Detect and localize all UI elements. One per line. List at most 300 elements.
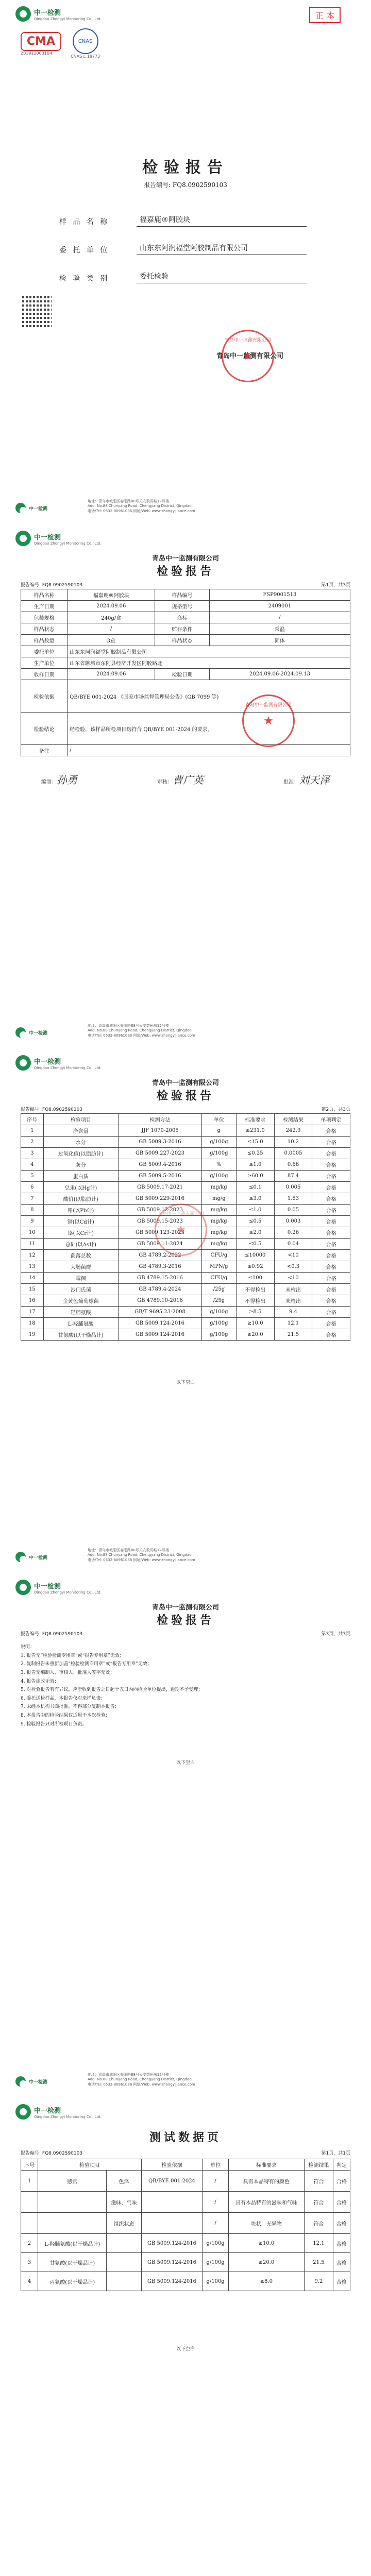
table-cell: % [201, 1159, 236, 1171]
signature-author: 孙勇 [57, 774, 77, 786]
table-cell: 0.005 [274, 1182, 312, 1193]
table-cell: 备注 [21, 745, 68, 756]
table-cell: 3 [21, 1148, 44, 1159]
table-cell: 合格 [312, 1284, 350, 1295]
table-cell: g/100g [201, 1318, 236, 1329]
table-cell: GB 5009.12-2023 [119, 1205, 202, 1216]
table-cell: 合格 [312, 1261, 350, 1273]
column-header: 检验项目 [38, 2159, 142, 2171]
certifications [21, 28, 100, 59]
table-cell: 合格 [312, 1239, 350, 1250]
company-logo: 中一检测 Qingdao Zhongyi Monitoring Co., Ltd. [15, 531, 102, 546]
column-header: 单位 [201, 1114, 236, 1125]
table-cell: g/100g [201, 1307, 236, 1318]
footer-address: 地址：青岛市城阳区春阳路88号天安数码城12号楼 Add: No.88 Chunyang Road, Chengyang District, Qingdao 电话/Tel: 0532-80961086 网址/Web: www.zhongyijiance.com [88, 499, 195, 514]
table-cell: 0.0005 [274, 1148, 312, 1159]
company-seal: ★ 青岛中一监测有限公司 [155, 1204, 207, 1256]
table-cell: CFU/g [201, 1273, 236, 1284]
table-cell: 包装规格 [21, 612, 68, 623]
table-cell: 1.53 [274, 1193, 312, 1205]
table-cell: MPN/g [201, 1261, 236, 1273]
table-cell: 检验结论 [21, 713, 68, 745]
table-cell: 生产日期 [21, 601, 68, 612]
table-cell: GB 5009.5-2016 [119, 1171, 202, 1182]
logo-icon [15, 1580, 31, 1595]
table-cell: ≤2.0 [236, 1227, 274, 1239]
table-cell: L-羟脯氨酸(以干燥品计) [38, 2234, 107, 2253]
table-cell: 合格 [333, 2272, 350, 2291]
table-cell: g/100g [203, 2234, 228, 2253]
cover-row-type: 检 验 类 别 委托检验 [59, 268, 307, 283]
table-cell: 样品名称 [21, 589, 68, 601]
table-cell: 甘氨酸(以干燥品计) [38, 2253, 107, 2272]
note-line: 5. 对检验报告若有异议，应于收到报告之日起十五日内向检验单位提出，逾期不予受理； [21, 1687, 203, 1693]
table-cell: 块状，无异物 [228, 2213, 304, 2234]
cma-cert-no: 201912003104 [21, 50, 53, 56]
table-cell: GB 5009.124-2016 [141, 2253, 203, 2272]
table-cell: 12.1 [304, 2234, 333, 2253]
report-number: 报告编号: FQ8.0902590103 [144, 181, 227, 189]
table-cell: GB/T 9695.23-2008 [119, 1307, 202, 1318]
table-cell [38, 2192, 107, 2213]
table-cell: 242.9 [274, 1125, 312, 1137]
footer-logo: 中一检测 [15, 503, 47, 513]
note-line: 8. 本报告中的检验结果仅适用于本次检验； [21, 1713, 110, 1719]
table-cell: 未检出 [274, 1284, 312, 1295]
table-row [21, 2272, 350, 2291]
table-cell: 合格 [312, 1137, 350, 1148]
table-cell: 样品编号 [155, 589, 210, 601]
table-cell: 5 [21, 1171, 44, 1182]
company-seal: ★ 青岛中一监测有限公司 [222, 330, 274, 382]
table-cell: 金黄色葡萄球菌 [43, 1295, 118, 1307]
note-line: 1. 报告无“检验检测专用章”或“报告专用章”无效； [21, 1653, 124, 1658]
table-cell: 总砷(以As计) [43, 1239, 118, 1250]
table-row [21, 745, 350, 756]
table-cell: ≥8.0 [228, 2272, 304, 2291]
footer-logo: 中一检测 [15, 1027, 47, 1038]
table-cell: g/100g [203, 2253, 228, 2272]
issuer-name: 青岛中一监测有限公司 [216, 352, 284, 360]
table-cell: mg/kg [201, 1239, 236, 1250]
table-cell: 收样日期 [21, 669, 68, 680]
table-cell [21, 2192, 38, 2213]
table-cell: 4 [21, 1159, 44, 1171]
table-cell: 羟脯氨酸 [43, 1307, 118, 1318]
table-cell: GB 5009.3-2016 [119, 1137, 202, 1148]
table-cell: ≥231.0 [236, 1125, 274, 1137]
table-cell: 合格 [333, 2234, 350, 2253]
table-cell: 12.1 [274, 1318, 312, 1329]
test-data-table [21, 2159, 350, 2291]
signature-reviewer: 曹广英 [173, 774, 204, 786]
note-line: 6. 委托送检样品，本报告仅对来样负责； [21, 1696, 106, 1701]
table-cell: 18 [21, 1318, 44, 1329]
table-cell: g/100g [201, 1171, 236, 1182]
column-header: 序号 [21, 2159, 38, 2171]
table-cell: QB/BYE 001-2024 《国家市场监督管理局公告》(GB 7099 等) [68, 680, 350, 713]
table-cell: 12 [21, 1250, 44, 1261]
table-cell: 0.05 [274, 1205, 312, 1216]
table-cell: / [209, 612, 350, 623]
table-cell: 11 [21, 1239, 44, 1250]
table-row [21, 1148, 350, 1159]
table-cell: / [68, 745, 350, 756]
table-row [21, 669, 350, 680]
company-logo: 中一检测 Qingdao Zhongyi Monitoring Co., Ltd. [15, 2104, 102, 2120]
table-cell: 感官 [38, 2171, 107, 2192]
table-cell: GB 5009.124-2016 [119, 1318, 202, 1329]
note-line: 3. 报告无编制人、审核人、批准人签字无效； [21, 1670, 115, 1675]
logo-sub: Qingdao Zhongyi Monitoring Co., Ltd. [34, 16, 102, 21]
table-cell: 17 [21, 1307, 44, 1318]
table-row [21, 623, 350, 635]
end-marker: 以下空白 [176, 1380, 195, 1385]
table-cell: 10.2 [274, 1137, 312, 1148]
column-header: 单项判定 [312, 1114, 350, 1125]
table-cell: 合格 [333, 2171, 350, 2192]
table-row [21, 1182, 350, 1193]
table-cell: 具有本品特有的颜色 [228, 2171, 304, 2192]
note-line: 说明： [21, 1645, 35, 1650]
table-row [21, 657, 350, 669]
table-cell: ≤3.0 [236, 1193, 274, 1205]
table-cell: <10 [274, 1250, 312, 1261]
table-row [21, 2192, 350, 2213]
table-cell: 合格 [312, 1307, 350, 1318]
table-row [21, 2213, 350, 2234]
table-cell: 贮存条件 [155, 623, 210, 635]
table-cell: 7 [21, 1193, 44, 1205]
table-cell: GB 4789.15-2016 [119, 1273, 202, 1284]
table-cell: FSP9001513 [209, 589, 350, 601]
table-cell: 21.5 [304, 2253, 333, 2272]
table-cell: GB 5009.17-2021 [119, 1182, 202, 1193]
column-header: 检测方法 [119, 1114, 202, 1125]
table-row [21, 2171, 350, 2192]
logo-icon [15, 6, 31, 22]
table-cell: ≤1.0 [236, 1159, 274, 1171]
note-line: 9. 检验报告只对所检项目负责。 [21, 1721, 87, 1727]
table-cell [107, 2253, 141, 2272]
table-row [21, 1295, 350, 1307]
table-cell: 合格 [312, 1216, 350, 1227]
table-cell [141, 2192, 203, 2213]
table-cell: 符合 [304, 2213, 333, 2234]
table-cell: 样品状态 [155, 635, 210, 646]
table-cell: 合格 [312, 1205, 350, 1216]
table-row [21, 1318, 350, 1329]
table-row [21, 680, 350, 713]
table-cell: 0.66 [274, 1159, 312, 1171]
cover-row-client: 委 托 单 位 山东东阿润福堂阿胶制品有限公司 [59, 240, 307, 255]
cnas-cert-no: CNAS L 18773 [71, 54, 100, 59]
page-header: 青岛中一监测有限公司 检验报告 [151, 1604, 219, 1627]
page-header: 青岛中一监测有限公司 检验报告 [151, 555, 219, 578]
table-row [21, 589, 350, 601]
table-cell: 酸价(以脂肪计) [43, 1193, 118, 1205]
table-cell: 2 [21, 2234, 38, 2253]
page-meta: 报告编号: FQ8.0902590103 第1页，共1页 [21, 2151, 350, 2156]
table-cell: g/100g [201, 1148, 236, 1159]
table-cell: ≥60.0 [236, 1171, 274, 1182]
table-cell: GB 5009.123-2023 [119, 1227, 202, 1239]
table-cell: 3 [21, 2253, 38, 2272]
table-cell: GB 5009.15-2023 [119, 1216, 202, 1227]
logo-icon [15, 1027, 26, 1038]
column-header: 检验项目 [43, 1114, 118, 1125]
table-cell: 蛋白质 [43, 1171, 118, 1182]
column-header: 检测结果 [304, 2159, 333, 2171]
table-cell: 过氧化值(以脂肪计) [43, 1148, 118, 1159]
table-cell: 19 [21, 1329, 44, 1341]
table-cell: ≤0.92 [236, 1261, 274, 1273]
report-title: 检验报告 [142, 159, 229, 177]
table-cell: mg/kg [201, 1227, 236, 1239]
table-cell: <10 [274, 1273, 312, 1284]
results-page [0, 1049, 371, 1573]
table-cell: 样品数量 [21, 635, 68, 646]
logo-icon [15, 2076, 26, 2087]
table-cell: 15 [21, 1284, 44, 1295]
table-cell: 2024.09.06-2024.09.13 [209, 669, 350, 680]
company-logo [15, 6, 102, 22]
table-cell: /25g [201, 1284, 236, 1295]
signature-approver: 刘天泽 [299, 774, 330, 786]
column-header: 判定 [333, 2159, 350, 2171]
table-row [21, 1137, 350, 1148]
table-cell: ≤100 [236, 1273, 274, 1284]
footer-address: 地址：青岛市城阳区春阳路88号天安数码城12号楼 Add: No.88 Chunyang Road, Chengyang District, Qingdao 电话/Tel: 0532-80961086 网址/Web: www.zhongyijiance.com [88, 2072, 195, 2087]
table-cell: 检验依据 [21, 680, 68, 713]
table-cell: 2024.09.06 [68, 669, 155, 680]
table-row [21, 1125, 350, 1137]
table-cell: 沙门氏菌 [43, 1284, 118, 1295]
table-cell: GB 5009.124-2016 [141, 2272, 203, 2291]
table-cell: 2 [21, 1137, 44, 1148]
end-marker: 以下空白 [176, 2347, 195, 2352]
table-cell: 符合 [304, 2192, 333, 2213]
table-cell: 合格 [312, 1148, 350, 1159]
table-row [21, 1261, 350, 1273]
table-cell: g/100g [201, 1137, 236, 1148]
table-row [21, 1159, 350, 1171]
table-cell: CFU/g [201, 1250, 236, 1261]
table-cell: ≤0.1 [236, 1182, 274, 1193]
table-cell: mg/kg [201, 1205, 236, 1216]
table-cell: ≤0.5 [236, 1216, 274, 1227]
table-cell: 合格 [312, 1171, 350, 1182]
table-cell: 净含量 [43, 1125, 118, 1137]
table-cell: 13 [21, 1261, 44, 1273]
logo-icon [15, 1552, 26, 1562]
table-cell: ≥20.0 [236, 1329, 274, 1341]
table-cell: ≤10000 [236, 1250, 274, 1261]
logo-icon [15, 503, 26, 513]
notes-list [21, 1643, 350, 1728]
table-cell: 2024.09.06 [68, 601, 155, 612]
cover-page [0, 0, 371, 524]
table-cell: 合格 [333, 2213, 350, 2234]
table-cell: 商标 [155, 612, 210, 623]
table-row [21, 2253, 350, 2272]
table-cell: 3盒 [68, 635, 155, 646]
table-cell: 合格 [312, 1193, 350, 1205]
table-cell [107, 2234, 141, 2253]
page-header: 青岛中一监测有限公司 检验报告 [151, 1079, 219, 1103]
table-cell: 87.4 [274, 1171, 312, 1182]
table-cell: 21.5 [274, 1329, 312, 1341]
table-cell: 色泽 [107, 2171, 141, 2192]
table-cell: GB 4789.2-2022 [119, 1250, 202, 1261]
table-cell: 检验日期 [155, 669, 210, 680]
table-cell: 合格 [312, 1329, 350, 1341]
table-cell: 霉菌 [43, 1273, 118, 1284]
logo-icon [15, 531, 31, 546]
table-cell: 10 [21, 1227, 44, 1239]
logo-name: 中一检测 [34, 9, 61, 17]
table-row [21, 1171, 350, 1182]
table-cell: mg/g [201, 1193, 236, 1205]
table-cell: ≥10.0 [236, 1318, 274, 1329]
table-cell: 1 [21, 1125, 44, 1137]
table-row [21, 1307, 350, 1318]
table-row [21, 1193, 350, 1205]
table-cell: 规格型号 [155, 601, 210, 612]
logo-icon [15, 1055, 31, 1071]
table-cell: 经检验，该样品所检项目均符合 QB/BYE 001-2024 的要求。 [68, 713, 350, 745]
table-cell: 生产单位 [21, 657, 68, 669]
table-cell: mg/kg [201, 1182, 236, 1193]
table-cell: ≤0.25 [236, 1148, 274, 1159]
original-stamp: 正 本 [309, 7, 341, 23]
table-cell: 委托单位 [21, 646, 68, 657]
table-cell: 240g/盒 [68, 612, 155, 623]
table-cell: 灰分 [43, 1159, 118, 1171]
company-logo: 中一检测 Qingdao Zhongyi Monitoring Co., Ltd. [15, 1055, 102, 1071]
table-cell: g/100g [203, 2272, 228, 2291]
table-cell: g/100g [201, 1329, 236, 1341]
table-cell: 合格 [312, 1182, 350, 1193]
table-row [21, 1329, 350, 1341]
column-header: 单位 [203, 2159, 228, 2171]
table-cell: QB/BYE 001-2024 [141, 2171, 203, 2192]
table-cell: GB 5009.124-2016 [119, 1329, 202, 1341]
table-cell: JJF 1070-2005 [119, 1125, 202, 1137]
table-cell: ≥10.0 [228, 2234, 304, 2253]
table-cell: 0.003 [274, 1216, 312, 1227]
table-cell: <0.3 [274, 1261, 312, 1273]
table-cell: 合格 [333, 2253, 350, 2272]
table-cell: 不得检出 [236, 1284, 274, 1295]
page-meta: 报告编号: FQ8.0902590103 第2页，共3页 [21, 1107, 350, 1112]
table-cell: / [68, 623, 155, 635]
page-header: 测试数据页 [149, 2131, 222, 2144]
table-cell: mg/kg [201, 1216, 236, 1227]
table-cell: 镉(以Cd计) [43, 1216, 118, 1227]
logo-icon [15, 2104, 31, 2120]
table-cell: 样品状态 [21, 623, 68, 635]
table-cell [38, 2213, 107, 2234]
table-cell: 总汞(以Hg计) [43, 1182, 118, 1193]
table-cell: GB 5009.124-2016 [141, 2234, 203, 2253]
company-seal: ★ 青岛中一监测有限公司 [242, 694, 295, 747]
table-cell: 菌落总数 [43, 1250, 118, 1261]
table-cell: 铬(以Cr计) [43, 1227, 118, 1239]
table-cell: 大肠菌群 [43, 1261, 118, 1273]
table-cell: GB 5009.11-2024 [119, 1239, 202, 1250]
table-cell: GB 4789.3-2016 [119, 1261, 202, 1273]
table-cell: 0.26 [274, 1227, 312, 1239]
table-cell: 合格 [312, 1250, 350, 1261]
table-cell [141, 2213, 203, 2234]
table-cell: 0.04 [274, 1239, 312, 1250]
table-cell: 合格 [312, 1227, 350, 1239]
page-meta: 报告编号: FQ8.0902590103 第3页，共3页 [21, 1632, 350, 1637]
cnas-mark: CNAS [73, 28, 98, 54]
table-cell: 16 [21, 1295, 44, 1307]
note-line: 4. 报告涂改无效； [21, 1679, 59, 1684]
table-cell: ≥20.0 [228, 2253, 304, 2272]
table-row [21, 1284, 350, 1295]
table-cell: GB 5009.4-2016 [119, 1159, 202, 1171]
table-cell: 9.2 [304, 2272, 333, 2291]
table-cell: 山东东阿润福堂阿胶制品有限公司 [68, 646, 350, 657]
table-cell: ≥8.5 [236, 1307, 274, 1318]
table-cell: 固体 [209, 635, 350, 646]
table-cell: 合格 [312, 1159, 350, 1171]
table-cell: 14 [21, 1273, 44, 1284]
table-cell: 6 [21, 1182, 44, 1193]
summary-table [21, 589, 350, 756]
table-cell: 不得检出 [236, 1295, 274, 1307]
table-row [21, 635, 350, 646]
table-cell: / [203, 2213, 228, 2234]
table-row [21, 646, 350, 657]
table-cell: 常温 [209, 623, 350, 635]
footer-logo: 中一检测 [15, 1552, 47, 1562]
note-line: 7. 未经本机构书面批准，不得部分复制本报告； [21, 1704, 120, 1710]
column-header: 序号 [21, 1114, 44, 1125]
page-meta: 报告编号: FQ8.0902590103 第1页，共3页 [21, 583, 350, 588]
table-cell: 合格 [312, 1318, 350, 1329]
table-cell: 具有本品特有的滋味和气味 [228, 2192, 304, 2213]
table-cell: / [203, 2192, 228, 2213]
table-cell: 1 [21, 2171, 38, 2192]
table-cell: GB 5009.227-2023 [119, 1148, 202, 1159]
table-cell: 4 [21, 2272, 38, 2291]
table-row [21, 2234, 350, 2253]
table-cell [21, 2213, 38, 2234]
table-cell: /25g [201, 1295, 236, 1307]
footer-logo: 中一检测 [15, 2076, 47, 2087]
signatures: 编制：孙勇 审核：曹广英 批准：刘天泽 [41, 774, 330, 786]
table-cell: 福嘉鹿®阿胶块 [68, 589, 155, 601]
cover-row-sample: 样 品 名 称 福嘉鹿®阿胶块 [59, 211, 307, 227]
table-cell: 2409001 [209, 601, 350, 612]
company-logo: 中一检测 Qingdao Zhongyi Monitoring Co., Ltd. [15, 1580, 102, 1595]
table-cell: 合格 [312, 1273, 350, 1284]
footer-address: 地址：青岛市城阳区春阳路88号天安数码城12号楼 Add: No.88 Chunyang Road, Chengyang District, Qingdao 电话/Tel: 0532-80961086 网址/Web: www.zhongyijiance.com [88, 1023, 195, 1038]
summary-page [0, 524, 371, 1049]
table-cell: 8 [21, 1205, 44, 1216]
table-cell: 组织状态 [107, 2213, 141, 2234]
note-line: 2. 复制报告未重新加盖“检验检测专用章”或“报告专用章”无效； [21, 1662, 152, 1667]
column-header: 标准要求 [236, 1114, 274, 1125]
column-header: 标准要求 [228, 2159, 304, 2171]
table-cell: g [201, 1125, 236, 1137]
table-cell: 铅(以Pb计) [43, 1205, 118, 1216]
